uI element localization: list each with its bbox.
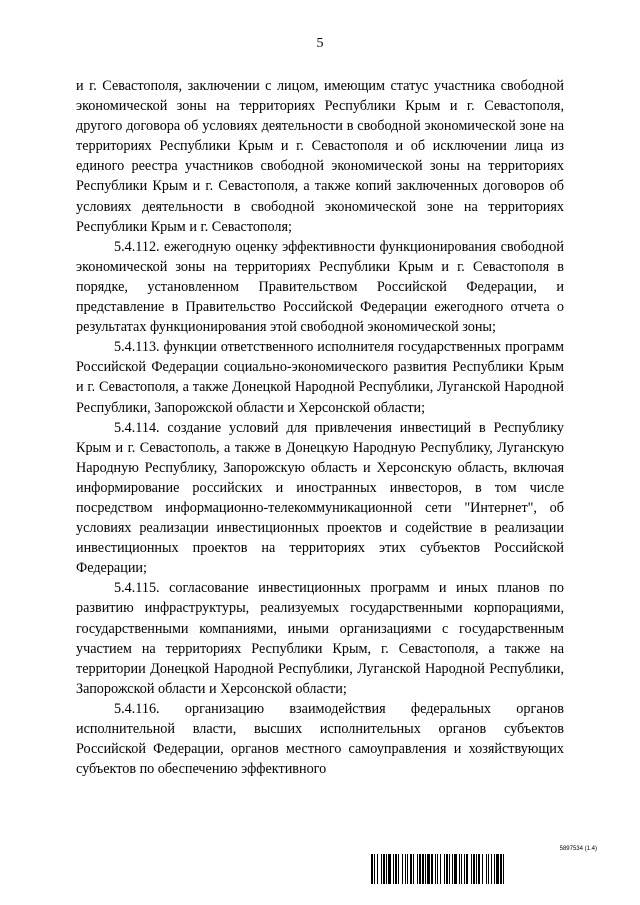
- barcode-bar: [437, 854, 438, 884]
- paragraph-5-4-114: 5.4.114. создание условий для привлечения инвестиций в Республику Крым и г. Севастополь, а также в Донецкую Народную Республику, Луганскую Народную Республику, Запорожскую область и Херсонскую область, включая информирование российских и иностранных инвесторов, в том числе посредством информационно-телекоммуникационной сети "Интернет", об условиях реализации инвестиционных проектов и содействие в реализации инвестиционных проектов на территориях этих субъектов Российской Федерации;: [76, 419, 564, 577]
- paragraph-5-4-112: 5.4.112. ежегодную оценку эффективности функционирования свободной экономической зоны на территориях Республики Крым и г. Севастополя в порядке, установленном Правительством Российской Федерации, и представление в Правительство Российской Федерации ежегодного отчета о результатах функционирования этой свободной экономической зоны;: [76, 238, 564, 336]
- barcode-bar: [386, 854, 387, 884]
- barcode-bar: [419, 854, 421, 884]
- barcode-bar: [388, 854, 391, 884]
- barcode-bar: [440, 854, 441, 884]
- paragraph-5-4-115: 5.4.115. согласование инвестиционных программ и иных планов по развитию инфраструктуры, реализуемых государственными корпорациями, государственными компаниями, иными организациями с государственным участием на территориях Республики Крым, г. Севастополя, а также на территории Донецкой Народной Республики, Луганской Народной Республики, Запорожской области и Херсонской области;: [76, 580, 564, 697]
- barcode-bar: [464, 854, 465, 884]
- barcode-bar: [482, 854, 483, 884]
- barcode-bar: [444, 854, 445, 884]
- barcode-bar: [410, 854, 412, 884]
- barcode-bar: [422, 854, 424, 884]
- barcode-bar: [405, 854, 406, 884]
- barcode-bar: [454, 854, 457, 884]
- barcode-icon: [371, 854, 597, 884]
- barcode-bar: [402, 854, 403, 884]
- barcode-bar: [407, 854, 408, 884]
- barcode-bar: [488, 854, 489, 884]
- barcode-bar: [383, 854, 385, 884]
- barcode-bar: [461, 854, 462, 884]
- barcode-bar: [431, 854, 433, 884]
- paragraph-continuation: и г. Севастополя, заключении с лицом, имеющим статус участника свободной экономической зоны на территориях Республики Крым и г. Севастополя, другого договора об условиях деятельности в свободной экономической зоне на территориях Республики Крым и г. Севастополя и об исключении лица из единого реестра участников свободной экономической зоны на территориях Республики Крым и г. Севастополя, а также копий заключенных договоров об условиях деятельности в свободной экономической зоне на территориях Республики Крым и г. Севастополя;: [76, 78, 564, 235]
- barcode-bar: [478, 854, 480, 884]
- barcode-bar: [459, 854, 460, 884]
- barcode-bar: [417, 854, 418, 884]
- page-number: 5: [316, 36, 324, 51]
- barcode-bar: [486, 854, 487, 884]
- paragraph-5-4-116: 5.4.116. организацию взаимодействия федеральных органов исполнительной власти, высших исполнительных органов субъектов Российской Федерации, органов местного самоуправления и хозяйствующих субъектов по обеспечению эффективного: [76, 700, 564, 778]
- barcode-block: [371, 846, 597, 886]
- barcode-bar: [377, 854, 378, 884]
- barcode-bar: [496, 854, 499, 884]
- barcode-bar: [473, 854, 475, 884]
- barcode-bar: [413, 854, 414, 884]
- barcode-bar: [503, 854, 504, 884]
- barcode-bar: [427, 854, 430, 884]
- document-code: 5897534 (1.4): [559, 846, 597, 852]
- document-body: [76, 76, 564, 779]
- barcode-bar: [435, 854, 436, 884]
- barcode-bar: [466, 854, 468, 884]
- barcode-bar: [494, 854, 495, 884]
- barcode-bar: [452, 854, 453, 884]
- barcode-bar: [398, 854, 399, 884]
- barcode-bar: [449, 854, 450, 884]
- barcode-bar: [425, 854, 426, 884]
- barcode-bar: [395, 854, 397, 884]
- barcode-bar: [446, 854, 448, 884]
- barcode-bar: [500, 854, 502, 884]
- barcode-bar: [393, 854, 394, 884]
- barcode-bar: [471, 854, 472, 884]
- barcode-bar: [371, 854, 373, 884]
- barcode-bar: [476, 854, 477, 884]
- barcode-bar: [491, 854, 492, 884]
- paragraph-5-4-113: 5.4.113. функции ответственного исполнителя государственных программ Российской Федерации социально-экономического развития Республики Крым и г. Севастополя, а также Донецкой Народной Республики, Луганской Народной Республики, Запорожской области и Херсонской области;: [76, 339, 564, 416]
- barcode-bar: [381, 854, 382, 884]
- barcode-bar: [374, 854, 375, 884]
